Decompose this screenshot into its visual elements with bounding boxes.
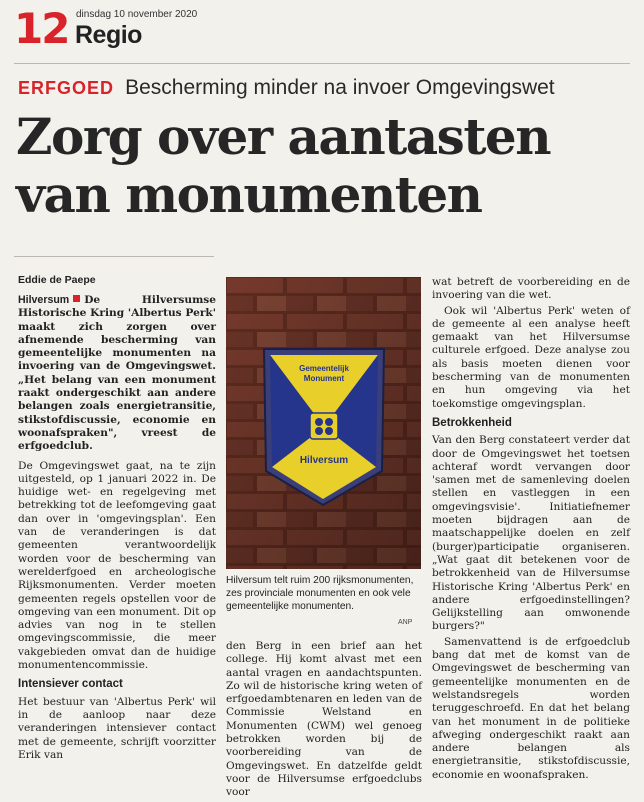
- kicker-label: ERFGOED: [18, 78, 115, 98]
- subheadline: Bescherming minder na invoer Omgevingswet: [125, 76, 555, 99]
- body-paragraph: Ook wil 'Albertus Perk' weten of de gemeente al een analyse heeft gemaakt van het Hilversumse culturele erfgoed. Deze analyse zou als basis moeten dienen voor bescherming van de monumenten en hun omgeving via het toekomstige omgevingsplan.: [432, 304, 630, 410]
- byline: Eddie de Paepe: [18, 274, 96, 286]
- headline-line-1: Zorg over aantasten: [16, 107, 551, 166]
- body-paragraph: Van den Berg constateert verder dat door de Omgevingswet het toetsen achteraf wordt vervangen door 'samen met de samenleving doelen stellen en vastleggen in een omgevingsvisie'. Initiatiefnemer moeten bijdragen aan de maatschappelijke doelen en zelf (burger)participatie organiseren. „Wat gaat dit betekenen voor de betrokkenheid van de Hilversumse Historische Kring 'Albertus Perk' en andere erfgoedinstellingen? Gelijkstelling aan omwonende burgers?": [432, 434, 630, 633]
- photo-caption: Hilversum telt ruim 200 rijksmonumenten, zes provinciale monumenten en ook vele gemeentelijke monumenten.: [226, 575, 414, 612]
- plaque-text-line2: Monument: [303, 374, 345, 383]
- dateline: Hilversum: [18, 294, 70, 306]
- body-paragraph: De Omgevingswet gaat, na te zijn uitgesteld, op 1 januari 2022 in. De huidige wet- en regelgeving met betrekking tot de leefomgeving gaat dan over in 'omgevingsplan'. Een van de veranderingen is dat gemeenten verantwoordelijk worden voor de bescherming van werelderfgoed en archeologische Rijksmonumenten. Verder moeten gemeenten regels opstellen voor de omgeving van een monument. Dit op advies van nog in te stellen omgevingscommissie, die meer vakgebieden omvat dan de huidige monumentencommissie.: [18, 459, 216, 672]
- header-divider: [14, 63, 630, 64]
- kicker-row: [18, 76, 555, 100]
- headline: [16, 108, 636, 224]
- lead-text: De Hilversumse Historische Kring 'Albertus Perk' maakt zich zorgen over afnemende bescherming van gemeentelijke monumenten na invoering van de Omgevingswet. „Het belang van een monument raakt ondergeschikt aan andere belangen zoals energietransitie, stikstofdiscussie, economie en woonafspraken", vreest de erfgoedclub.: [18, 294, 216, 453]
- headline-line-2: van monumenten: [16, 165, 482, 224]
- lead-paragraph: [18, 294, 216, 454]
- monument-plaque-photo: [226, 277, 421, 569]
- column-1: [18, 294, 216, 764]
- interhead-betrokkenheid: Betrokkenheid: [432, 416, 512, 429]
- section-title: Regio: [75, 21, 142, 49]
- body-paragraph: wat betreft de voorbereiding en de invoering van die wet.: [432, 276, 630, 302]
- dateline-square-icon: [73, 295, 80, 302]
- page-number: 12: [14, 4, 69, 53]
- interhead-intensiever-contact: Intensiever contact: [18, 678, 123, 691]
- byline-divider: [14, 256, 214, 257]
- photo-credit: ANP: [398, 619, 413, 626]
- masthead: [14, 4, 634, 56]
- edition-date: dinsdag 10 november 2020: [76, 9, 198, 20]
- column-2: [226, 640, 422, 802]
- article-photo: [226, 277, 421, 569]
- body-paragraph: den Berg in een brief aan het college. Hij komt alvast met een aantal vragen en aandachtspunten. Zo wil de historische kring weten of erfgoedambtenaren en leden van de Commissie Welstand en Monumenten (CWM) wel genoeg betrokken worden bij de voorbereiding van de Omgevingswet. En datzelfde geldt voor de Hilversumse erfgoedclubs voor: [226, 640, 422, 799]
- plaque-text-line1: Gemeentelijk: [299, 364, 349, 373]
- body-paragraph: Samenvattend is de erfgoedclub bang dat met de komst van de Omgevingswet de bescherming van gemeentelijke monumenten en de welstandsregels worden teruggeschroefd. En dat het belang van het monument in de politieke afweging ondergeschikt raakt aan andere belangen als energietransitie, stikstofdiscussie, economie en woonafspraken.: [432, 635, 630, 781]
- column-3: [432, 276, 630, 784]
- body-paragraph: Het bestuur van 'Albertus Perk' wil in de aanloop naar deze veranderingen intensiever contact met de gemeente, schrijft voorzitter Erik van: [18, 695, 216, 761]
- plaque-city: Hilversum: [299, 455, 349, 466]
